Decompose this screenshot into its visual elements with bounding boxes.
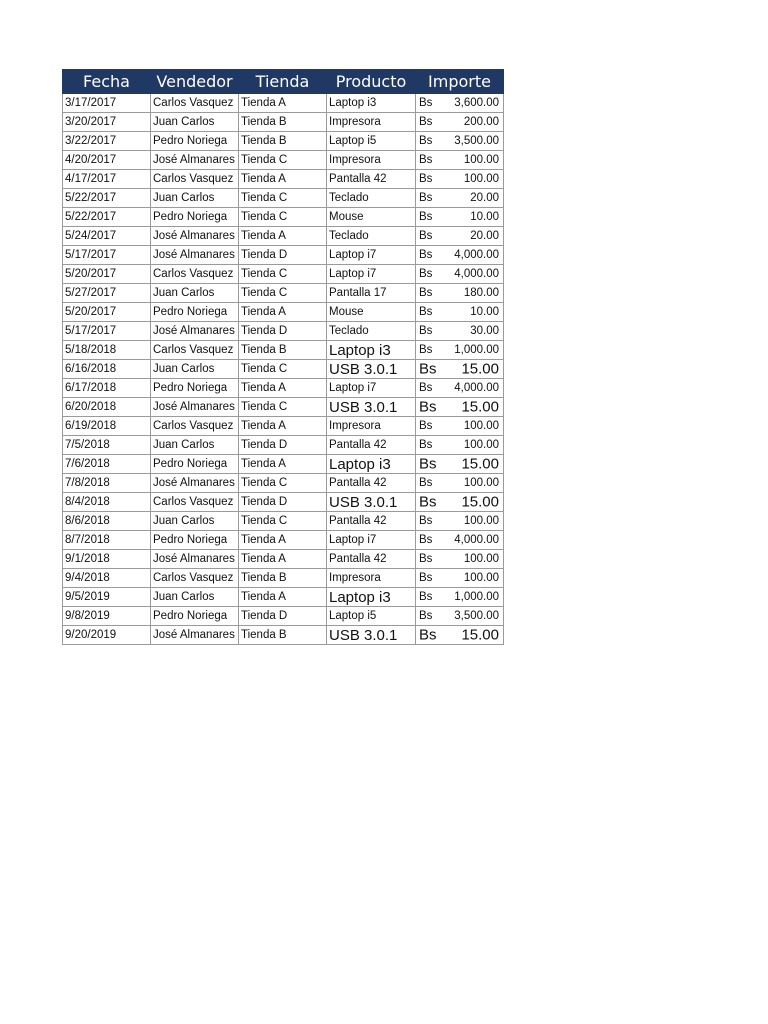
cell-producto[interactable]: Pantalla 42 xyxy=(327,512,416,531)
cell-fecha[interactable]: 7/6/2018 xyxy=(63,455,151,474)
cell-producto[interactable]: Mouse xyxy=(327,303,416,322)
table-row xyxy=(63,208,504,227)
cell-tienda[interactable]: Tienda C xyxy=(239,265,327,284)
cell-fecha[interactable]: 6/17/2018 xyxy=(63,379,151,398)
cell-producto[interactable]: USB 3.0.1 xyxy=(327,493,416,512)
cell-importe[interactable] xyxy=(416,379,504,398)
currency-label: Bs xyxy=(419,268,433,280)
table-row xyxy=(63,360,504,379)
cell-producto[interactable]: Laptop i3 xyxy=(327,94,416,113)
cell-tienda[interactable]: Tienda C xyxy=(239,512,327,531)
cell-fecha[interactable]: 5/18/2018 xyxy=(63,341,151,360)
table-row xyxy=(63,569,504,588)
table-row xyxy=(63,303,504,322)
amount-value: 100.00 xyxy=(463,154,499,166)
currency-label: Bs xyxy=(419,553,433,565)
header-tienda[interactable]: Tienda xyxy=(239,70,327,94)
cell-producto[interactable]: Laptop i7 xyxy=(327,246,416,265)
cell-tienda[interactable]: Tienda A xyxy=(239,94,327,113)
cell-fecha[interactable]: 3/20/2017 xyxy=(63,113,151,132)
cell-producto[interactable]: USB 3.0.1 xyxy=(327,360,416,379)
cell-vendedor[interactable]: Pedro Noriega xyxy=(151,607,239,626)
cell-fecha[interactable]: 5/24/2017 xyxy=(63,227,151,246)
cell-fecha[interactable]: 6/19/2018 xyxy=(63,417,151,436)
amount-value: 4,000.00 xyxy=(454,268,499,280)
table-row xyxy=(63,132,504,151)
amount-value: 4,000.00 xyxy=(454,382,499,394)
cell-tienda[interactable]: Tienda C xyxy=(239,151,327,170)
table-row xyxy=(63,227,504,246)
cell-vendedor[interactable]: Carlos Vasquez xyxy=(151,94,239,113)
cell-tienda[interactable]: Tienda B xyxy=(239,341,327,360)
cell-fecha[interactable]: 9/20/2019 xyxy=(63,626,151,645)
cell-tienda[interactable]: Tienda A xyxy=(239,303,327,322)
amount-value: 100.00 xyxy=(463,173,499,185)
table-row xyxy=(63,588,504,607)
cell-producto[interactable]: USB 3.0.1 xyxy=(327,398,416,417)
cell-producto[interactable]: Laptop i3 xyxy=(327,455,416,474)
cell-vendedor[interactable]: Carlos Vasquez xyxy=(151,170,239,189)
table-body xyxy=(63,94,504,645)
cell-vendedor[interactable]: Pedro Noriega xyxy=(151,208,239,227)
cell-vendedor[interactable]: José Almanares xyxy=(151,550,239,569)
header-importe[interactable]: Importe xyxy=(416,70,504,94)
cell-tienda[interactable]: Tienda D xyxy=(239,607,327,626)
cell-importe[interactable] xyxy=(416,512,504,531)
cell-fecha[interactable]: 5/22/2017 xyxy=(63,208,151,227)
cell-vendedor[interactable]: Juan Carlos xyxy=(151,360,239,379)
table-row xyxy=(63,284,504,303)
cell-importe[interactable] xyxy=(416,151,504,170)
currency-label: Bs xyxy=(419,211,433,223)
currency-label: Bs xyxy=(419,439,433,451)
cell-producto[interactable]: Teclado xyxy=(327,189,416,208)
cell-tienda[interactable]: Tienda D xyxy=(239,246,327,265)
table-row xyxy=(63,626,504,645)
cell-vendedor[interactable]: Carlos Vasquez xyxy=(151,493,239,512)
amount-value: 15.00 xyxy=(461,398,499,416)
cell-importe[interactable] xyxy=(416,284,504,303)
cell-fecha[interactable]: 5/17/2017 xyxy=(63,322,151,341)
currency-label: Bs xyxy=(419,192,433,204)
currency-label: Bs xyxy=(419,360,437,378)
cell-producto[interactable]: Pantalla 42 xyxy=(327,436,416,455)
cell-importe[interactable] xyxy=(416,113,504,132)
cell-vendedor[interactable]: Carlos Vasquez xyxy=(151,417,239,436)
table-row xyxy=(63,550,504,569)
cell-importe[interactable] xyxy=(416,417,504,436)
table-row xyxy=(63,531,504,550)
table-row xyxy=(63,474,504,493)
sales-table xyxy=(62,69,504,645)
cell-vendedor[interactable]: José Almanares xyxy=(151,151,239,170)
amount-value: 20.00 xyxy=(470,230,499,242)
amount-value: 15.00 xyxy=(461,360,499,378)
amount-value: 4,000.00 xyxy=(454,534,499,546)
cell-vendedor[interactable]: Juan Carlos xyxy=(151,189,239,208)
cell-vendedor[interactable]: Juan Carlos xyxy=(151,113,239,132)
table-row xyxy=(63,265,504,284)
cell-producto[interactable]: Mouse xyxy=(327,208,416,227)
cell-vendedor[interactable]: Pedro Noriega xyxy=(151,379,239,398)
currency-label: Bs xyxy=(419,116,433,128)
table-row xyxy=(63,512,504,531)
cell-vendedor[interactable]: José Almanares xyxy=(151,398,239,417)
cell-tienda[interactable]: Tienda A xyxy=(239,170,327,189)
cell-importe[interactable] xyxy=(416,531,504,550)
cell-producto[interactable]: Laptop i7 xyxy=(327,531,416,550)
cell-vendedor[interactable]: Juan Carlos xyxy=(151,284,239,303)
cell-importe[interactable] xyxy=(416,550,504,569)
cell-producto[interactable]: Laptop i5 xyxy=(327,132,416,151)
cell-importe[interactable] xyxy=(416,94,504,113)
cell-vendedor[interactable]: Pedro Noriega xyxy=(151,132,239,151)
currency-label: Bs xyxy=(419,287,433,299)
cell-tienda[interactable]: Tienda B xyxy=(239,569,327,588)
cell-tienda[interactable]: Tienda A xyxy=(239,227,327,246)
cell-tienda[interactable]: Tienda C xyxy=(239,208,327,227)
cell-importe[interactable] xyxy=(416,607,504,626)
cell-importe[interactable] xyxy=(416,265,504,284)
amount-value: 15.00 xyxy=(461,493,499,511)
currency-label: Bs xyxy=(419,420,433,432)
amount-value: 10.00 xyxy=(470,211,499,223)
table-row xyxy=(63,151,504,170)
amount-value: 3,500.00 xyxy=(454,135,499,147)
cell-fecha[interactable]: 5/17/2017 xyxy=(63,246,151,265)
cell-producto[interactable]: Laptop i5 xyxy=(327,607,416,626)
cell-tienda[interactable]: Tienda C xyxy=(239,284,327,303)
table-row xyxy=(63,417,504,436)
cell-vendedor[interactable]: José Almanares xyxy=(151,626,239,645)
cell-producto[interactable]: Impresora xyxy=(327,417,416,436)
cell-tienda[interactable]: Tienda C xyxy=(239,398,327,417)
amount-value: 1,000.00 xyxy=(454,591,499,603)
cell-fecha[interactable]: 3/22/2017 xyxy=(63,132,151,151)
cell-importe[interactable] xyxy=(416,398,504,417)
cell-tienda[interactable]: Tienda A xyxy=(239,550,327,569)
cell-importe[interactable] xyxy=(416,246,504,265)
amount-value: 100.00 xyxy=(463,572,499,584)
cell-tienda[interactable]: Tienda A xyxy=(239,588,327,607)
cell-importe[interactable] xyxy=(416,208,504,227)
table-row xyxy=(63,493,504,512)
cell-tienda[interactable]: Tienda A xyxy=(239,531,327,550)
currency-label: Bs xyxy=(419,325,433,337)
cell-fecha[interactable]: 4/17/2017 xyxy=(63,170,151,189)
currency-label: Bs xyxy=(419,398,437,416)
cell-tienda[interactable]: Tienda B xyxy=(239,626,327,645)
table-row xyxy=(63,322,504,341)
cell-vendedor[interactable]: José Almanares xyxy=(151,246,239,265)
cell-fecha[interactable]: 9/5/2019 xyxy=(63,588,151,607)
cell-importe[interactable] xyxy=(416,322,504,341)
cell-tienda[interactable]: Tienda D xyxy=(239,436,327,455)
cell-fecha[interactable]: 9/1/2018 xyxy=(63,550,151,569)
cell-producto[interactable]: Pantalla 42 xyxy=(327,170,416,189)
cell-tienda[interactable]: Tienda A xyxy=(239,455,327,474)
cell-producto[interactable]: Laptop i3 xyxy=(327,341,416,360)
currency-label: Bs xyxy=(419,97,433,109)
cell-fecha[interactable]: 7/5/2018 xyxy=(63,436,151,455)
table-row xyxy=(63,246,504,265)
header-fecha[interactable]: Fecha xyxy=(63,70,151,94)
amount-value: 10.00 xyxy=(470,306,499,318)
amount-value: 3,500.00 xyxy=(454,610,499,622)
cell-fecha[interactable]: 5/20/2017 xyxy=(63,303,151,322)
cell-producto[interactable]: Impresora xyxy=(327,151,416,170)
cell-vendedor[interactable]: Juan Carlos xyxy=(151,512,239,531)
currency-label: Bs xyxy=(419,455,437,473)
cell-vendedor[interactable]: Pedro Noriega xyxy=(151,303,239,322)
table-row xyxy=(63,189,504,208)
cell-vendedor[interactable]: Carlos Vasquez xyxy=(151,341,239,360)
table-row xyxy=(63,170,504,189)
amount-value: 4,000.00 xyxy=(454,249,499,261)
table-row xyxy=(63,341,504,360)
cell-fecha[interactable]: 8/4/2018 xyxy=(63,493,151,512)
header-row xyxy=(63,70,504,94)
currency-label: Bs xyxy=(419,344,433,356)
currency-label: Bs xyxy=(419,382,433,394)
cell-vendedor[interactable]: Pedro Noriega xyxy=(151,455,239,474)
cell-tienda[interactable]: Tienda C xyxy=(239,189,327,208)
amount-value: 180.00 xyxy=(463,287,499,299)
table-row xyxy=(63,607,504,626)
cell-fecha[interactable]: 5/20/2017 xyxy=(63,265,151,284)
cell-producto[interactable]: Impresora xyxy=(327,113,416,132)
amount-value: 100.00 xyxy=(463,553,499,565)
cell-importe[interactable] xyxy=(416,588,504,607)
cell-fecha[interactable]: 6/20/2018 xyxy=(63,398,151,417)
cell-importe[interactable] xyxy=(416,303,504,322)
amount-value: 15.00 xyxy=(461,626,499,644)
cell-fecha[interactable]: 7/8/2018 xyxy=(63,474,151,493)
cell-fecha[interactable]: 9/8/2019 xyxy=(63,607,151,626)
cell-producto[interactable]: Pantalla 17 xyxy=(327,284,416,303)
cell-vendedor[interactable]: José Almanares xyxy=(151,227,239,246)
table-row xyxy=(63,379,504,398)
cell-importe[interactable] xyxy=(416,227,504,246)
currency-label: Bs xyxy=(419,249,433,261)
currency-label: Bs xyxy=(419,591,433,603)
cell-importe[interactable] xyxy=(416,132,504,151)
currency-label: Bs xyxy=(419,135,433,147)
header-producto[interactable]: Producto xyxy=(327,70,416,94)
cell-importe[interactable] xyxy=(416,569,504,588)
cell-producto[interactable]: Laptop i7 xyxy=(327,379,416,398)
cell-tienda[interactable]: Tienda A xyxy=(239,417,327,436)
amount-value: 3,600.00 xyxy=(454,97,499,109)
currency-label: Bs xyxy=(419,154,433,166)
amount-value: 100.00 xyxy=(463,515,499,527)
cell-importe[interactable] xyxy=(416,360,504,379)
cell-tienda[interactable]: Tienda D xyxy=(239,322,327,341)
cell-tienda[interactable]: Tienda B xyxy=(239,113,327,132)
currency-label: Bs xyxy=(419,306,433,318)
amount-value: 20.00 xyxy=(470,192,499,204)
cell-fecha[interactable]: 9/4/2018 xyxy=(63,569,151,588)
cell-importe[interactable] xyxy=(416,455,504,474)
cell-producto[interactable]: Teclado xyxy=(327,227,416,246)
amount-value: 200.00 xyxy=(463,116,499,128)
header-vendedor[interactable]: Vendedor xyxy=(151,70,239,94)
amount-value: 100.00 xyxy=(463,420,499,432)
amount-value: 1,000.00 xyxy=(454,344,499,356)
cell-fecha[interactable]: 4/20/2017 xyxy=(63,151,151,170)
cell-importe[interactable] xyxy=(416,170,504,189)
cell-vendedor[interactable]: Carlos Vasquez xyxy=(151,265,239,284)
cell-tienda[interactable]: Tienda C xyxy=(239,474,327,493)
cell-vendedor[interactable]: Pedro Noriega xyxy=(151,531,239,550)
currency-label: Bs xyxy=(419,493,437,511)
amount-value: 15.00 xyxy=(461,455,499,473)
cell-fecha[interactable]: 5/27/2017 xyxy=(63,284,151,303)
currency-label: Bs xyxy=(419,534,433,546)
currency-label: Bs xyxy=(419,572,433,584)
cell-fecha[interactable]: 6/16/2018 xyxy=(63,360,151,379)
cell-producto[interactable]: Impresora xyxy=(327,569,416,588)
cell-producto[interactable]: Pantalla 42 xyxy=(327,474,416,493)
cell-tienda[interactable]: Tienda A xyxy=(239,379,327,398)
cell-producto[interactable]: Laptop i3 xyxy=(327,588,416,607)
table-row xyxy=(63,436,504,455)
cell-importe[interactable] xyxy=(416,474,504,493)
cell-vendedor[interactable]: José Almanares xyxy=(151,322,239,341)
cell-tienda[interactable]: Tienda B xyxy=(239,132,327,151)
cell-fecha[interactable]: 8/6/2018 xyxy=(63,512,151,531)
cell-producto[interactable]: Teclado xyxy=(327,322,416,341)
cell-producto[interactable]: USB 3.0.1 xyxy=(327,626,416,645)
cell-producto[interactable]: Laptop i7 xyxy=(327,265,416,284)
cell-vendedor[interactable]: Juan Carlos xyxy=(151,588,239,607)
cell-tienda[interactable]: Tienda D xyxy=(239,493,327,512)
cell-importe[interactable] xyxy=(416,626,504,645)
currency-label: Bs xyxy=(419,610,433,622)
amount-value: 100.00 xyxy=(463,439,499,451)
cell-importe[interactable] xyxy=(416,436,504,455)
cell-tienda[interactable]: Tienda C xyxy=(239,360,327,379)
cell-vendedor[interactable]: José Almanares xyxy=(151,474,239,493)
cell-fecha[interactable]: 3/17/2017 xyxy=(63,94,151,113)
currency-label: Bs xyxy=(419,173,433,185)
currency-label: Bs xyxy=(419,515,433,527)
cell-importe[interactable] xyxy=(416,189,504,208)
table-row xyxy=(63,113,504,132)
amount-value: 30.00 xyxy=(470,325,499,337)
currency-label: Bs xyxy=(419,230,433,242)
table-row xyxy=(63,398,504,417)
cell-fecha[interactable]: 8/7/2018 xyxy=(63,531,151,550)
currency-label: Bs xyxy=(419,477,433,489)
table-row xyxy=(63,455,504,474)
cell-producto[interactable]: Pantalla 42 xyxy=(327,550,416,569)
cell-vendedor[interactable]: Carlos Vasquez xyxy=(151,569,239,588)
table-row xyxy=(63,94,504,113)
cell-vendedor[interactable]: Juan Carlos xyxy=(151,436,239,455)
cell-importe[interactable] xyxy=(416,341,504,360)
amount-value: 100.00 xyxy=(463,477,499,489)
cell-fecha[interactable]: 5/22/2017 xyxy=(63,189,151,208)
cell-importe[interactable] xyxy=(416,493,504,512)
currency-label: Bs xyxy=(419,626,437,644)
